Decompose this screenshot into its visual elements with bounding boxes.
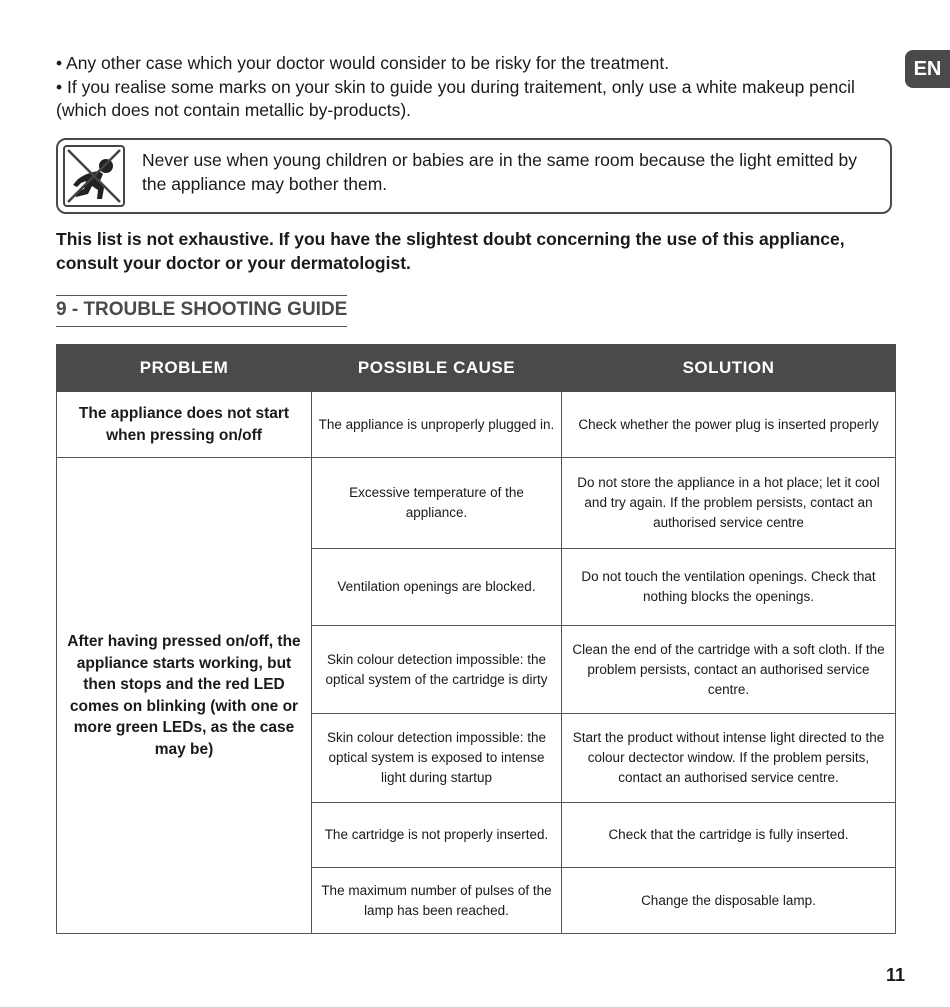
table-row — [57, 392, 896, 458]
disclaimer-note: This list is not exhaustive. If you have the slightest doubt concerning the use of this appliance, consult your doctor or your dermatologist. — [56, 229, 845, 273]
solution-cell: Check that the cartridge is fully inserted. — [562, 803, 896, 868]
header-problem: PROBLEM — [57, 345, 312, 392]
bullet-item: • Any other case which your doctor would consider to be risky for the treatment. — [56, 53, 670, 73]
bullet-list — [56, 52, 901, 123]
troubleshooting-table — [56, 344, 896, 934]
cause-cell: The cartridge is not properly inserted. — [312, 803, 562, 868]
warning-text: Never use when young children or babies are in the same room because the light emitted by the appliance may bother them. — [142, 150, 857, 194]
problem-cell: The appliance does not start when pressing on/off — [57, 392, 312, 458]
solution-cell: Check whether the power plug is inserted properly — [562, 392, 896, 458]
header-solution: SOLUTION — [562, 345, 896, 392]
solution-cell: Start the product without intense light directed to the colour dectector window. If the problem persits, contact an authorised service centre. — [562, 714, 896, 803]
bullet-item: • If you realise some marks on your skin to guide you during traitement, only use a white makeup pencil (which does not contain metallic by-products). — [56, 76, 855, 120]
page-number: 11 — [886, 965, 906, 985]
cause-cell: Skin colour detection impossible: the optical system is exposed to intense light during startup — [312, 714, 562, 803]
problem-cell: After having pressed on/off, the appliance starts working, but then stops and the red LED comes on blinking (with one or more green LEDs, as the case may be) — [57, 458, 312, 934]
cause-cell: The appliance is unproperly plugged in. — [312, 392, 562, 458]
no-babies-icon — [62, 144, 126, 208]
table-header-row — [57, 345, 896, 392]
solution-cell: Change the disposable lamp. — [562, 868, 896, 934]
section-title: 9 - TROUBLE SHOOTING GUIDE — [56, 295, 347, 327]
cause-cell: Excessive temperature of the appliance. — [312, 458, 562, 549]
cause-cell: Skin colour detection impossible: the optical system of the cartridge is dirty — [312, 626, 562, 714]
solution-cell: Do not store the appliance in a hot place; let it cool and try again. If the problem persists, contact an authorised service centre — [562, 458, 896, 549]
header-cause: POSSIBLE CAUSE — [312, 345, 562, 392]
solution-cell: Clean the end of the cartridge with a soft cloth. If the problem persists, contact an authorised service centre. — [562, 626, 896, 714]
cause-cell: The maximum number of pulses of the lamp has been reached. — [312, 868, 562, 934]
warning-box — [56, 138, 892, 214]
solution-cell: Do not touch the ventilation openings. Check that nothing blocks the openings. — [562, 549, 896, 626]
cause-cell: Ventilation openings are blocked. — [312, 549, 562, 626]
table-row — [57, 458, 896, 549]
language-tab: EN — [905, 50, 950, 88]
